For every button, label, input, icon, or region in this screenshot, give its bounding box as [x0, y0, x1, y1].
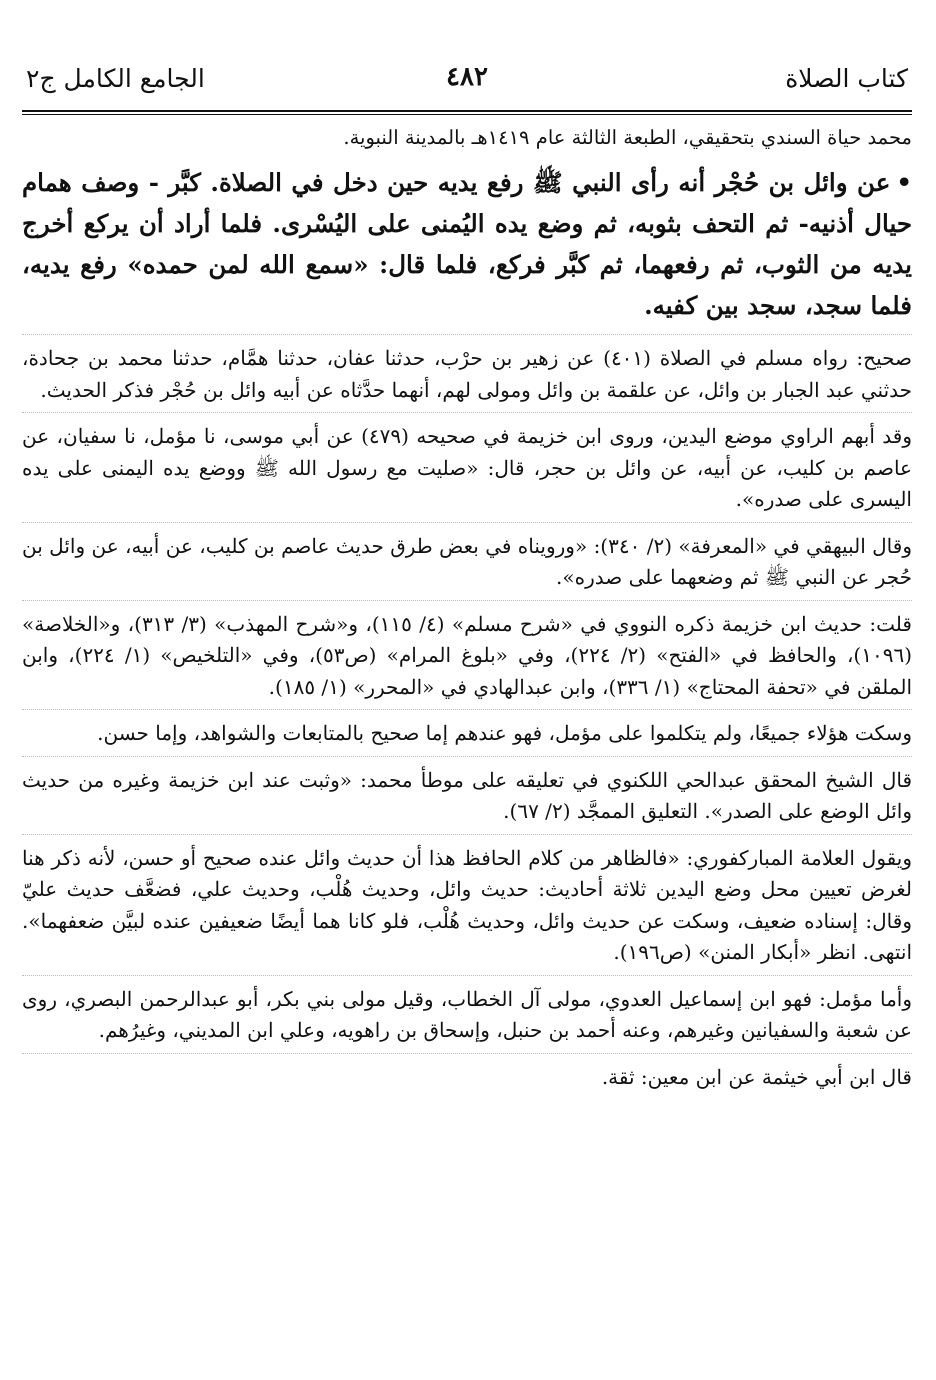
- commentary-paragraph: وقد أبهم الراوي موضع اليدين، وروى ابن خزيمة في صحيحه (٤٧٩) عن أبي موسى، نا مؤمل، نا سفيان، عن عاصم بن كليب، عن أبيه، عن وائل بن حجر، قال: «صليت مع رسول الله ﷺ ووضع يده اليمنى على يده اليسرى على صدره».: [22, 424, 912, 511]
- bullet-icon: •: [896, 168, 912, 197]
- commentary-paragraph: قلت: حديث ابن خزيمة ذكره النووي في «شرح مسلم» (٤/ ١١٥)، و«شرح المهذب» (٣/ ٣١٣)، و«الخلاصة» (١٠٩٦)، والحافظ في «الفتح» (٢/ ٢٢٤)، وفي «بلوغ المرام» (ص٥٣)، وفي «التلخيص» (١/ ٢٢٤)، وابن الملقن في «تحفة المحتاج» (١/ ٣٣٦)، وابن عبدالهادي في «المحرر» (١/ ١٨٥).: [22, 611, 913, 699]
- page-content: [22, 122, 912, 1099]
- book-page: [22, 60, 913, 1089]
- commentary-paragraph: وسكت هؤلاء جميعًا، ولم يتكلموا على مؤمل، فهو عندهم إما صحيح بالمتابعات والشواهد، وإما حسن.: [97, 721, 912, 745]
- divider: [22, 334, 912, 335]
- commentary-paragraph: ويقول العلامة المباركفوري: «فالظاهر من كلام الحافظ هذا أن حديث وائل عنده صحيح أو حسن، لأنه ذكر هنا لغرض تعيين محل وضع اليدين ثلاثة أحاديث: حديث وائل، وحديث هُلْب، وحديث علي، فضعَّف حديث عليّ وقال: إسناده ضعيف، وسكت عن حديث وائل، وحديث هُلْب، فلو كانا هما أيضًا ضعيفين عنده لبيَّن ضعفهما». انتهى. انظر «أبكار المنن» (ص١٩٦).: [22, 845, 912, 964]
- hadith-text: [22, 162, 912, 326]
- commentary-paragraph: وأما مؤمل: فهو ابن إسماعيل العدوي، مولى آل الخطاب، وقيل مولى بني بكر، أبو عبدالرحمن البصري، روى عن شعبة والسفيانين وغيرهم، وعنه أحمد بن حنبل، وإسحاق بن راهويه، وعلي ابن المديني، وغيرُهم.: [22, 986, 912, 1042]
- hadith-body: عن وائل بن حُجْر أنه رأى النبي ﷺ رفع يديه حين دخل في الصلاة. كبَّر - وصف همام حيال أذنيه- ثم التحف بثوبه، ثم وضع يده اليُمنى على اليُسْرى. فلما أراد أن يركع أخرج يديه من الثوب، ثم رفعهما، ثم كبَّر فركع، فلما قال: «سمع الله لمن حمده» رفع يديه، فلما سجد، سجد بين كفيه.: [22, 168, 912, 320]
- commentary-paragraph: قال الشيخ المحقق عبدالحي اللكنوي في تعليقه على موطأ محمد: «وثبت عند ابن خزيمة وغيره من حديث وائل الوضع على الصدر». التعليق الممجَّد (٢/ ٦٧).: [22, 767, 912, 823]
- divider: [22, 709, 912, 710]
- divider: [22, 522, 912, 523]
- divider: [22, 975, 912, 976]
- book-title: كتاب الصلاة: [785, 64, 908, 93]
- page-number: ٤٨٢: [446, 62, 488, 92]
- commentary-paragraph: قال ابن أبي خيثمة عن ابن معين: ثقة.: [601, 1064, 912, 1089]
- commentary-paragraph: صحيح: رواه مسلم في الصلاة (٤٠١) عن زهير بن حرْب، حدثنا عفان، حدثنا همَّام، حدثنا محمد بن جحادة، حدثني عبد الجبار بن وائل، عن علقمة بن وائل ومولى لهم، أنهما حدَّثاه عن أبيه وائل بن حُجْر فذكر الحديث.: [22, 346, 912, 402]
- continuation-text: محمد حياة السندي بتحقيقي، الطبعة الثالثة عام ١٤١٩هـ بالمدينة النبوية.: [343, 126, 912, 149]
- commentary-paragraph: وقال البيهقي في «المعرفة» (٢/ ٣٤٠): «ورويناه في بعض طرق حديث عاصم بن كليب، عن أبيه، عن وائل بن حُجر عن النبي ﷺ ثم وضعهما على صدره».: [22, 533, 912, 589]
- header-rule: [22, 114, 912, 115]
- divider: [22, 600, 912, 601]
- divider: [22, 834, 912, 835]
- divider: [22, 412, 912, 413]
- page-header: [22, 60, 912, 112]
- volume-title: الجامع الكامل ج٢: [26, 64, 205, 93]
- divider: [22, 756, 912, 757]
- divider: [22, 1053, 912, 1054]
